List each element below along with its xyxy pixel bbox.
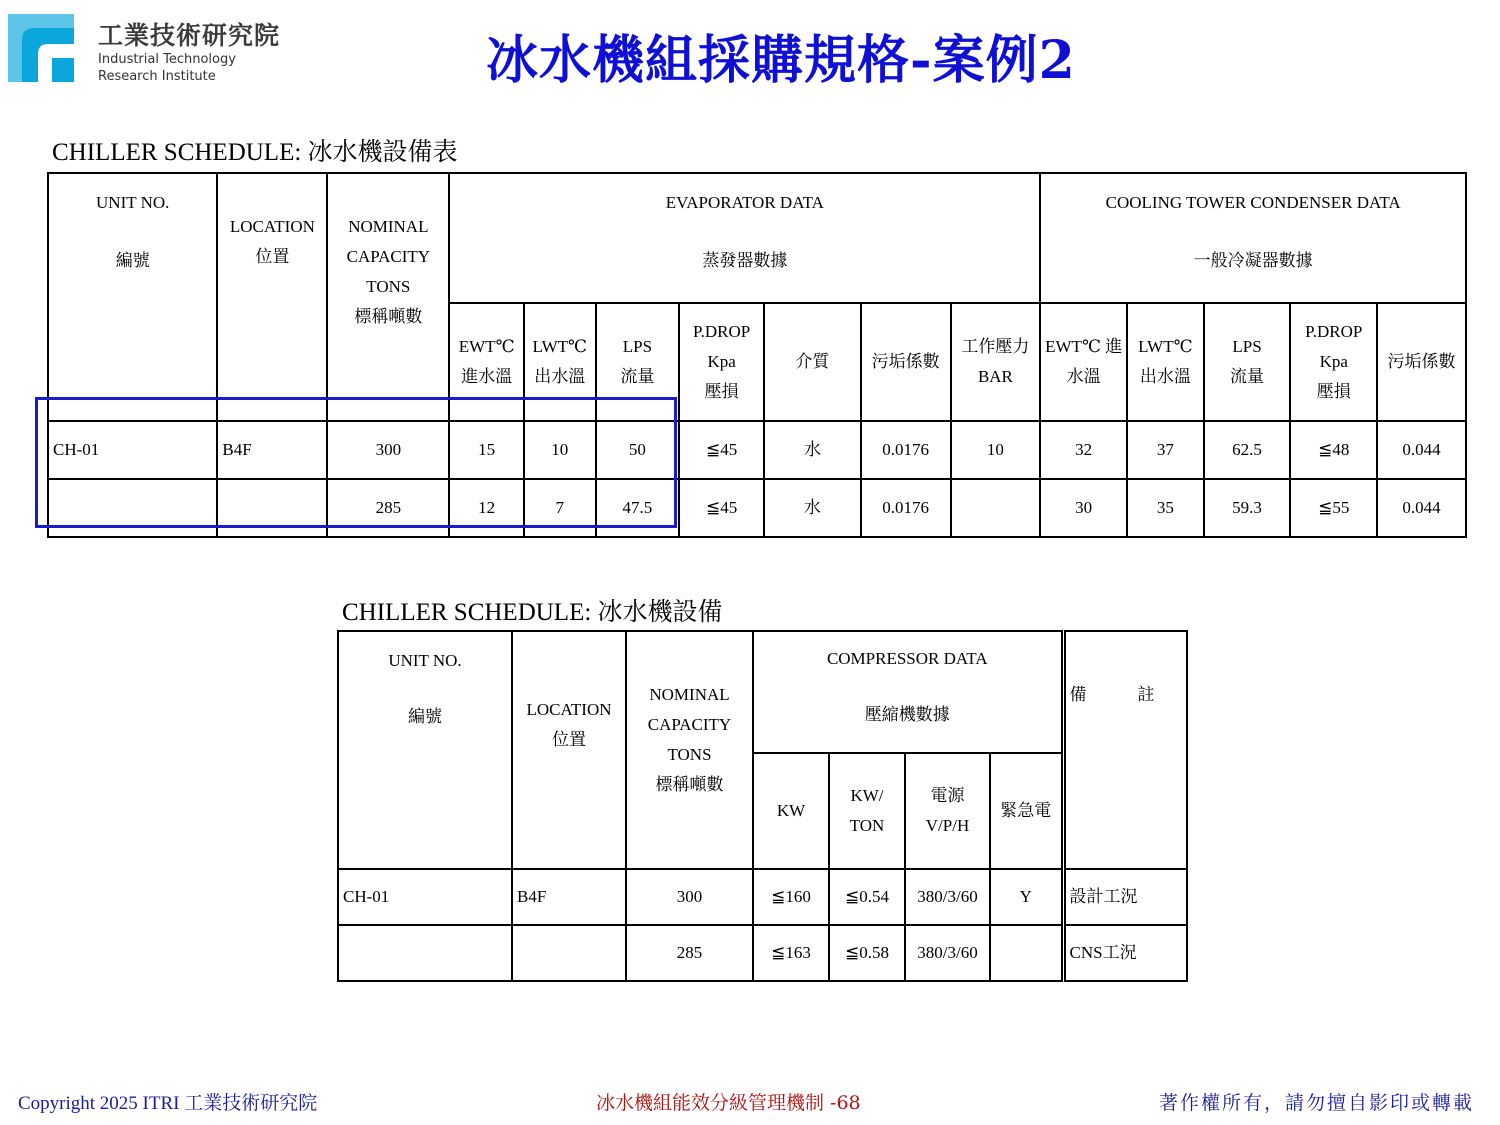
cell-cond-fouling: 0.044: [1377, 421, 1466, 479]
cell-kw-per-ton: ≦0.54: [829, 869, 905, 925]
compressor-schedule-table: [337, 630, 1188, 982]
cell-evap-ewt: 15: [449, 421, 524, 479]
header-evap-pdrop: P.DROP Kpa 壓損: [679, 303, 764, 421]
header-evap-pressure: 工作壓力 BAR: [951, 303, 1041, 421]
cell-evap-medium: 水: [764, 479, 861, 537]
cell-cond-ewt: 30: [1040, 479, 1127, 537]
header-evap-lwt: LWT℃ 出水溫: [524, 303, 596, 421]
cell-location: [512, 925, 626, 981]
header-nominal-capacity: NOMINAL CAPACITY TONS 標稱噸數: [626, 631, 753, 869]
header-evaporator-data: EVAPORATOR DATA 蒸發器數據: [449, 173, 1040, 303]
cell-cond-pdrop: ≦55: [1290, 479, 1377, 537]
cell-tons: 285: [327, 479, 449, 537]
cell-cond-lps: 59.3: [1204, 479, 1291, 537]
cell-evap-lwt: 7: [524, 479, 596, 537]
cell-kw: ≦160: [753, 869, 829, 925]
header-evap-ewt: EWT℃ 進水溫: [449, 303, 524, 421]
cell-cond-fouling: 0.044: [1377, 479, 1466, 537]
cell-evap-ewt: 12: [449, 479, 524, 537]
cell-location: B4F: [512, 869, 626, 925]
table2-caption: CHILLER SCHEDULE: 冰水機設備: [342, 599, 723, 626]
header-unit-no: UNIT NO. 編號: [338, 631, 512, 869]
cell-kw: ≦163: [753, 925, 829, 981]
header-evap-medium: 介質: [764, 303, 861, 421]
cell-evap-fouling: 0.0176: [861, 479, 951, 537]
header-compressor-data: COMPRESSOR DATA 壓縮機數據: [753, 631, 1063, 753]
cell-evap-pressure: [951, 479, 1041, 537]
cell-evap-lps: 50: [596, 421, 680, 479]
itri-logo: [8, 14, 308, 86]
cell-power-supply: 380/3/60: [905, 925, 990, 981]
cell-evap-pressure: 10: [951, 421, 1041, 479]
cell-cond-lwt: 35: [1127, 479, 1204, 537]
footer-copyright: Copyright 2025 ITRI 工業技術研究院: [18, 1093, 318, 1114]
logo-english-line2: Research Institute: [98, 69, 216, 84]
cell-emergency-power: Y: [990, 869, 1063, 925]
highlight-box: [35, 397, 677, 528]
cell-unit: CH-01: [338, 869, 512, 925]
cell-emergency-power: [990, 925, 1063, 981]
cell-evap-lwt: 10: [524, 421, 596, 479]
header-kw: KW: [753, 753, 829, 869]
cell-evap-lps: 47.5: [596, 479, 680, 537]
table1-caption: CHILLER SCHEDULE: 冰水機設備表: [52, 139, 458, 166]
footer-page-label: 冰水機組能效分級管理機制 -68: [596, 1092, 861, 1114]
cell-power-supply: 380/3/60: [905, 869, 990, 925]
logo-english-line1: Industrial Technology: [98, 52, 236, 67]
cell-remark: 設計工況: [1063, 869, 1187, 925]
header-emergency-power: 緊急電: [990, 753, 1063, 869]
cell-location: B4F: [217, 421, 327, 479]
slide-title: 冰水機組採購規格-案例2: [486, 30, 1076, 91]
table-row: [338, 925, 1187, 981]
header-kw-per-ton: KW/ TON: [829, 753, 905, 869]
cell-evap-pdrop: ≦45: [679, 421, 764, 479]
cell-tons: 300: [327, 421, 449, 479]
header-cond-ewt: EWT℃ 進 水溫: [1040, 303, 1127, 421]
header-remarks: 備 註: [1063, 631, 1187, 869]
footer-rights-notice: 著作權所有，請勿擅自影印或轉載: [1158, 1092, 1474, 1114]
header-evap-lps: LPS 流量: [596, 303, 680, 421]
cell-evap-fouling: 0.0176: [861, 421, 951, 479]
header-cond-fouling: 污垢係數: [1377, 303, 1466, 421]
cell-cond-pdrop: ≦48: [1290, 421, 1377, 479]
cell-kw-per-ton: ≦0.58: [829, 925, 905, 981]
table-row: [338, 869, 1187, 925]
header-power-supply: 電源 V/P/H: [905, 753, 990, 869]
header-location: LOCATION 位置: [217, 173, 327, 421]
cell-cond-ewt: 32: [1040, 421, 1127, 479]
cell-cond-lwt: 37: [1127, 421, 1204, 479]
header-evap-fouling: 污垢係數: [861, 303, 951, 421]
cell-tons: 300: [626, 869, 753, 925]
cell-tons: 285: [626, 925, 753, 981]
cell-unit: CH-01: [48, 421, 217, 479]
header-unit-no: UNIT NO. 編號: [48, 173, 217, 421]
header-cond-lps: LPS 流量: [1204, 303, 1291, 421]
header-location: LOCATION 位置: [512, 631, 626, 869]
header-cond-pdrop: P.DROP Kpa 壓損: [1290, 303, 1377, 421]
header-nominal-capacity: NOMINAL CAPACITY TONS 標稱噸數: [327, 173, 449, 421]
cell-evap-medium: 水: [764, 421, 861, 479]
header-cond-lwt: LWT℃ 出水溫: [1127, 303, 1204, 421]
itri-logo-mark-icon: [8, 14, 74, 82]
cell-remark: CNS工況: [1063, 925, 1187, 981]
header-condenser-data: COOLING TOWER CONDENSER DATA 一般冷凝器數據: [1040, 173, 1466, 303]
cell-cond-lps: 62.5: [1204, 421, 1291, 479]
cell-unit: [338, 925, 512, 981]
logo-chinese-name: 工業技術研究院: [98, 21, 281, 50]
cell-evap-pdrop: ≦45: [679, 479, 764, 537]
